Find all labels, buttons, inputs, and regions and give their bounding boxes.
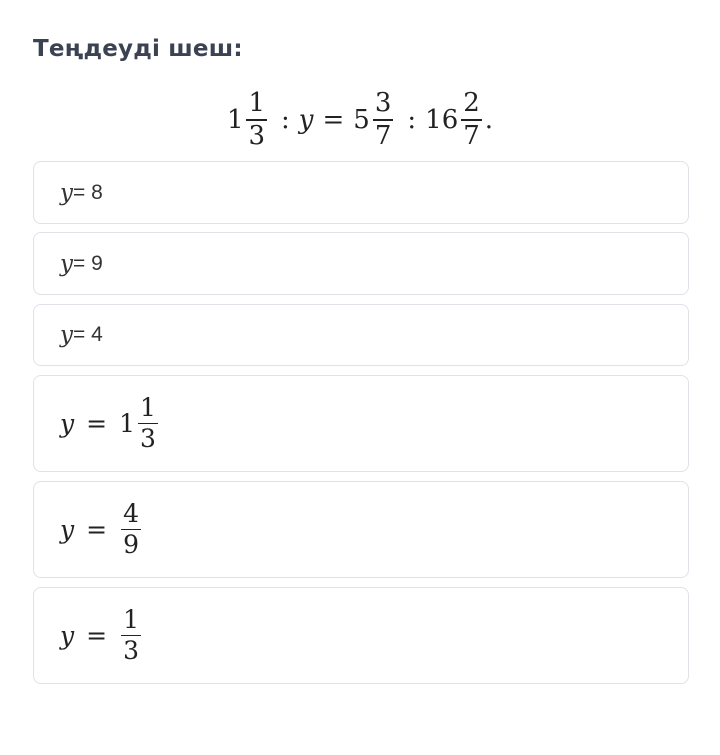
equals-sign: =: [86, 409, 108, 438]
question-title: Теңдеуді шеш:: [33, 36, 243, 62]
answer-text: [60, 305, 103, 365]
denominator: 7: [374, 120, 392, 151]
variable: y: [60, 179, 73, 206]
answer-math: [60, 588, 143, 683]
mixed-whole: 1: [226, 105, 244, 135]
numerator: 3: [374, 88, 392, 119]
answer-value: = 8: [73, 180, 103, 204]
variable: y: [298, 105, 314, 135]
equation-math: [227, 89, 493, 151]
variable: y: [60, 515, 75, 544]
denominator: 9: [123, 530, 139, 560]
answer-option-3[interactable]: [33, 304, 689, 366]
denominator: 7: [463, 120, 480, 151]
denominator: 3: [248, 120, 266, 151]
fraction: [138, 394, 158, 454]
answer-value: = 4: [73, 323, 103, 346]
answer-option-4[interactable]: [33, 375, 689, 472]
mixed-whole: 1: [119, 409, 135, 438]
colon-operator: :: [281, 105, 290, 135]
variable: y: [60, 322, 73, 348]
answer-expression: [60, 394, 160, 454]
answer-text: [60, 233, 103, 294]
numerator: 1: [248, 88, 266, 119]
answer-expression: [60, 606, 143, 666]
period: .: [484, 105, 494, 135]
answer-math: [60, 376, 160, 471]
equals-sign: =: [322, 105, 345, 135]
answer-option-6[interactable]: [33, 587, 689, 684]
numerator: 2: [463, 88, 480, 119]
mixed-whole: 5: [353, 105, 370, 135]
equals-sign: =: [86, 515, 108, 544]
colon-operator: :: [407, 105, 417, 135]
variable: y: [60, 250, 73, 277]
answer-text: [60, 162, 103, 223]
numerator: 4: [123, 498, 139, 528]
fraction: [121, 500, 141, 560]
answer-option-1[interactable]: [33, 161, 689, 224]
fraction: [373, 89, 394, 151]
mixed-whole: 16: [425, 105, 459, 135]
equals-sign: =: [86, 621, 108, 650]
equation: [0, 84, 720, 156]
fraction: [121, 606, 141, 666]
answer-math: [60, 482, 143, 577]
answer-value: = 9: [73, 251, 103, 275]
numerator: 1: [123, 604, 139, 634]
fraction: [246, 89, 267, 151]
variable: y: [60, 409, 75, 438]
fraction: [461, 89, 482, 151]
denominator: 3: [139, 424, 156, 454]
answer-expression: [60, 500, 143, 560]
numerator: 1: [139, 392, 156, 422]
denominator: 3: [123, 636, 139, 666]
answer-option-5[interactable]: [33, 481, 689, 578]
variable: y: [60, 621, 75, 650]
answer-option-2[interactable]: [33, 232, 689, 295]
